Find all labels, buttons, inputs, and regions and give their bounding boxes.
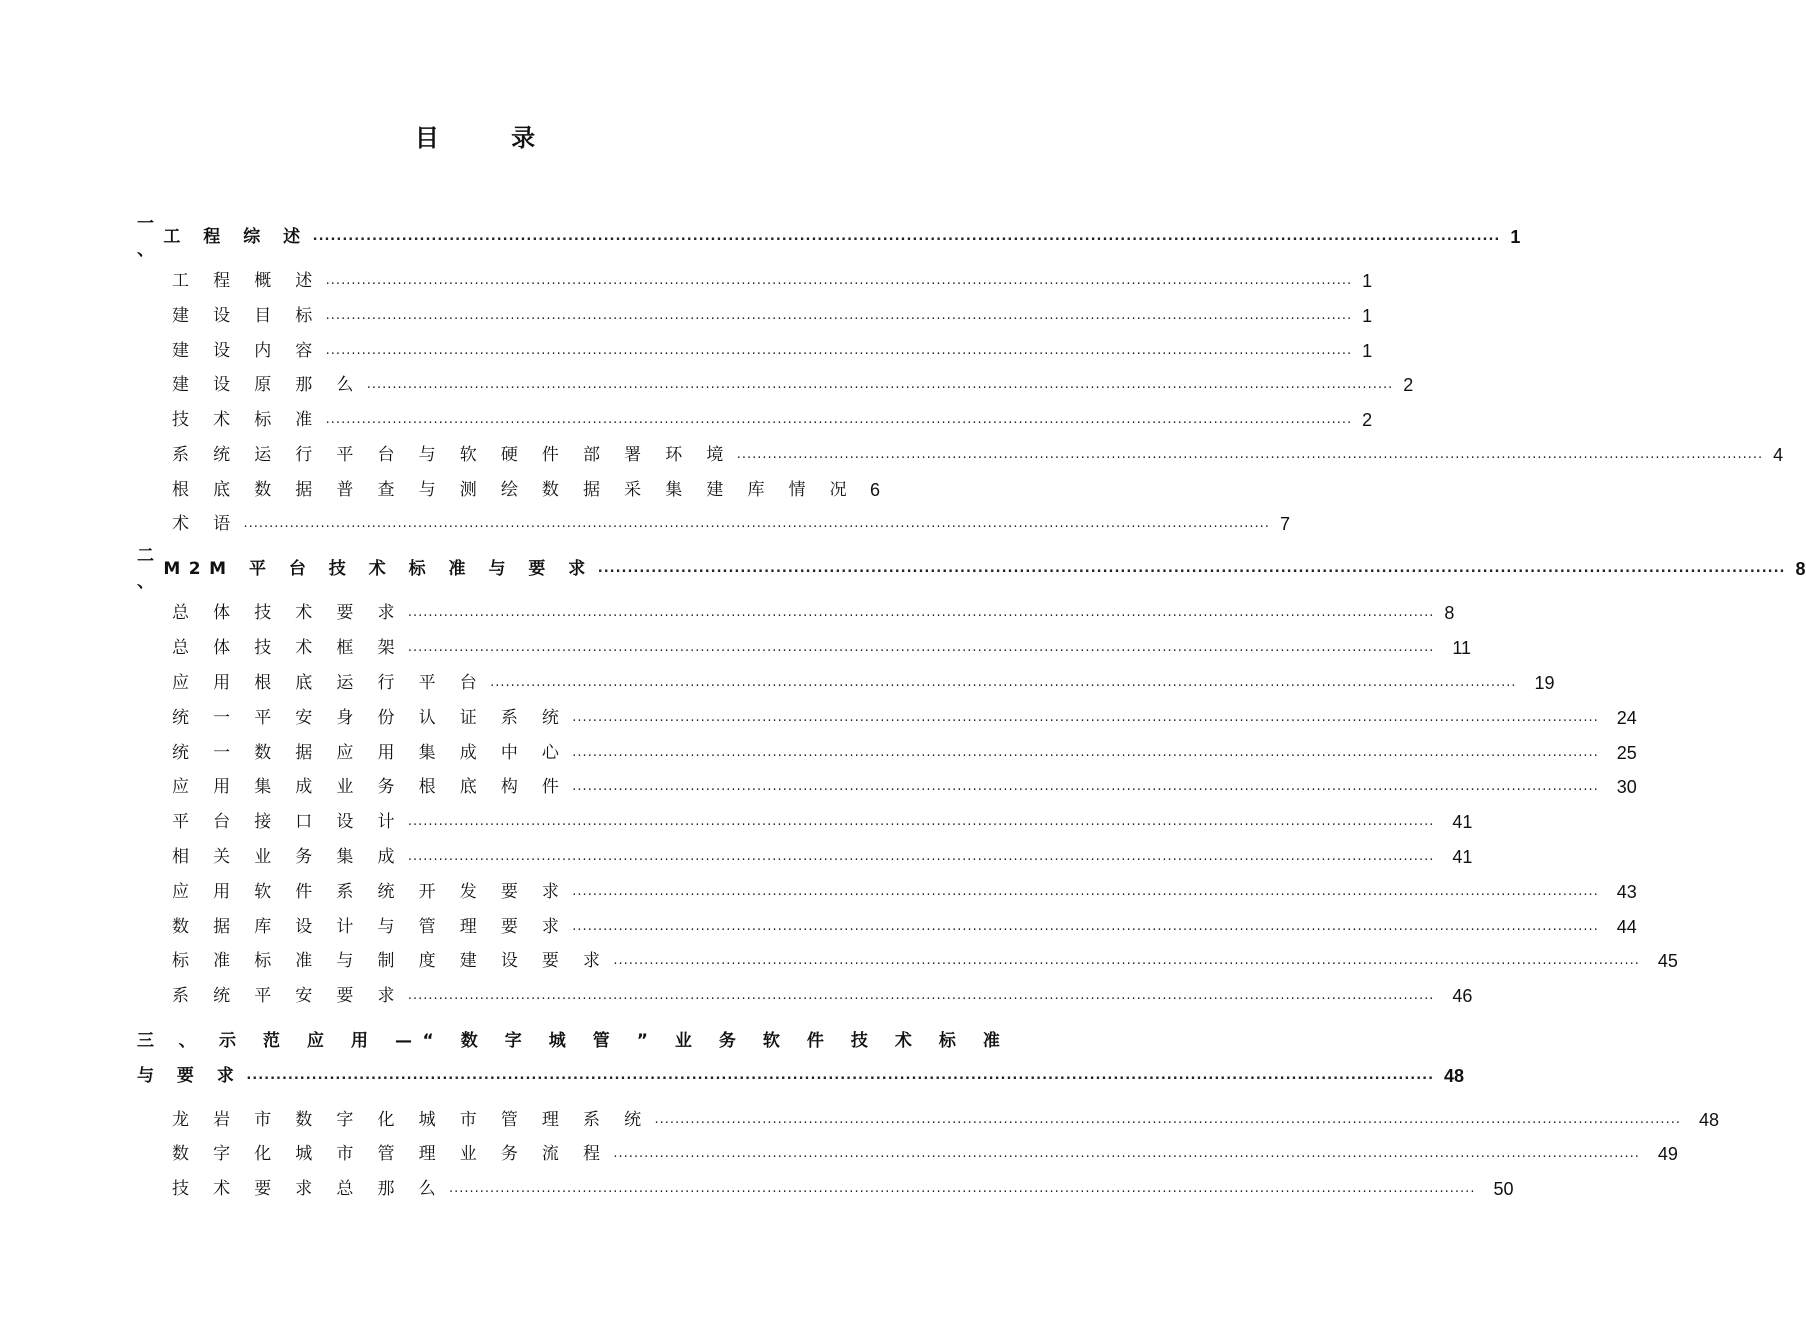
toc-chapter-row[interactable] — [137, 1063, 1465, 1089]
toc-item-title: 数 据 库 设 计 与 管 理 要 求 — [172, 917, 569, 937]
toc-leader-dots: ........................................................................................................................................................................................................ — [448, 1181, 1476, 1196]
toc-item-title: 数 字 化 城 市 管 理 业 务 流 程 — [172, 1144, 610, 1164]
toc-chapter-row[interactable] — [137, 546, 1806, 592]
toc-item-title: 工 程 概 述 — [172, 271, 322, 291]
toc-page-number: 48 — [1698, 1110, 1719, 1130]
toc-item-row[interactable] — [172, 600, 1455, 626]
toc-page-number: 2 — [1403, 375, 1414, 395]
toc-leader-dots: ........................................................................................................................................................................................................ — [736, 447, 1764, 462]
toc-page-number: 43 — [1616, 882, 1637, 902]
toc-item-row[interactable] — [172, 477, 881, 503]
toc-chapter-title-part1: 示 范 应 用 —“ 数 字 城 管 ” 业 务 软 件 技 术 标 准 — [219, 1031, 1011, 1051]
toc-leader-dots: ........................................................................................................................................................................................................ — [613, 1146, 1640, 1161]
toc-item-row[interactable] — [172, 774, 1637, 800]
toc-item-title: 统 一 平 安 身 份 认 证 系 统 — [172, 708, 569, 728]
toc-item-title: 应 用 软 件 系 统 开 发 要 求 — [172, 882, 569, 902]
toc-page-number: 44 — [1616, 917, 1637, 937]
toc-leader-dots: ........................................................................................................................................................................................................ — [312, 229, 1501, 244]
toc-page-number: 45 — [1657, 951, 1678, 971]
toc-leader-dots: ........................................................................................................................................................................................................ — [407, 640, 1435, 655]
toc-item-title: 标 准 标 准 与 制 度 建 设 要 求 — [172, 951, 610, 971]
toc-leader-dots: ........................................................................................................................................................................................................ — [572, 884, 1599, 899]
toc-item-row[interactable] — [172, 635, 1472, 661]
toc-title-char-2: 录 — [511, 124, 536, 152]
toc-page-number: 50 — [1493, 1179, 1514, 1199]
toc-chapter-number: 二 、 — [137, 546, 164, 592]
toc-chapter-heading-line1[interactable] — [137, 1028, 1010, 1054]
toc-leader-dots: ........................................................................................................................................................................................................ — [572, 710, 1599, 725]
toc-page-number: 30 — [1616, 777, 1637, 797]
toc-page-number: 11 — [1452, 638, 1472, 658]
toc-item-row[interactable] — [172, 705, 1637, 731]
toc-item-row[interactable] — [172, 914, 1637, 940]
toc-item-row[interactable] — [172, 1176, 1514, 1202]
toc-chapter-number: 一 、 — [137, 214, 164, 260]
toc-page-number: 46 — [1452, 986, 1473, 1006]
toc-item-title: 术 语 — [172, 514, 240, 534]
toc-item-row[interactable] — [172, 511, 1290, 537]
toc-page-number: 2 — [1362, 410, 1373, 430]
toc-page-number: 8 — [1795, 559, 1806, 579]
toc-leader-dots: ........................................................................................................................................................................................................ — [325, 273, 1353, 288]
toc-page-number: 19 — [1534, 673, 1555, 693]
toc-leader-dots: ........................................................................................................................................................................................................ — [654, 1112, 1681, 1127]
toc-item-title: 总 体 技 术 要 求 — [172, 603, 404, 623]
toc-item-row[interactable] — [172, 407, 1373, 433]
toc-title — [0, 118, 950, 153]
toc-page-number: 7 — [1279, 514, 1290, 534]
toc-item-row[interactable] — [172, 1107, 1719, 1133]
toc-item-title: 相 关 业 务 集 成 — [172, 847, 404, 867]
toc-chapter-title: M2M 平 台 技 术 标 准 与 要 求 — [163, 559, 594, 579]
toc-item-title: 总 体 技 术 框 架 — [172, 638, 404, 658]
toc-item-title: 统 一 数 据 应 用 集 成 中 心 — [172, 743, 569, 763]
toc-item-row[interactable] — [172, 740, 1637, 766]
toc-chapter-number: 三 、 — [137, 1031, 205, 1051]
toc-item-row[interactable] — [172, 1141, 1678, 1167]
toc-item-title: 平 台 接 口 设 计 — [172, 812, 404, 832]
toc-leader-dots: ........................................................................................................................................................................................................ — [366, 377, 1394, 392]
toc-item-title: 系 统 平 安 要 求 — [172, 986, 404, 1006]
toc-page-number: 49 — [1657, 1144, 1678, 1164]
toc-leader-dots: ........................................................................................................................................................................................................ — [407, 605, 1435, 620]
toc-item-row[interactable] — [172, 670, 1555, 696]
toc-item-title: 根 底 数 据 普 查 与 测 绘 数 据 采 集 建 库 情 况 — [172, 480, 857, 500]
toc-page-number: 1 — [1362, 306, 1373, 326]
toc-page-number: 1 — [1510, 227, 1521, 247]
toc-leader-dots: ........................................................................................................................................................................................................ — [407, 988, 1435, 1003]
toc-page-number: 6 — [870, 480, 881, 500]
toc-item-row[interactable] — [172, 983, 1473, 1009]
toc-leader-dots: ........................................................................................................................................................................................................ — [572, 919, 1599, 934]
toc-leader-dots: ........................................................................................................................................................................................................ — [572, 779, 1599, 794]
toc-chapter-title: 工 程 综 述 — [163, 227, 309, 247]
toc-page-number: 48 — [1444, 1066, 1465, 1086]
toc-page-number: 24 — [1616, 708, 1637, 728]
toc-item-title: 建 设 目 标 — [172, 306, 322, 326]
toc-page-number: 8 — [1444, 603, 1455, 623]
toc-leader-dots: ........................................................................................................................................................................................................ — [325, 412, 1353, 427]
toc-page-number: 1 — [1362, 271, 1373, 291]
toc-item-title: 建 设 内 容 — [172, 341, 322, 361]
toc-title-char-1: 目 — [414, 124, 439, 152]
toc-item-row[interactable] — [172, 948, 1678, 974]
toc-leader-dots: ........................................................................................................................................................................................................ — [572, 745, 1599, 760]
toc-item-title: 系 统 运 行 平 台 与 软 硬 件 部 署 环 境 — [172, 445, 733, 465]
toc-page-number: 1 — [1362, 341, 1373, 361]
toc-item-row[interactable] — [172, 268, 1373, 294]
toc-item-title: 应 用 集 成 业 务 根 底 构 件 — [172, 777, 569, 797]
toc-leader-dots: ........................................................................................................................................................................................................ — [613, 953, 1640, 968]
toc-page-number: 25 — [1616, 743, 1637, 763]
toc-page-number: 41 — [1452, 812, 1473, 832]
toc-page-number: 41 — [1452, 847, 1473, 867]
toc-chapter-title-part2: 与 要 求 — [137, 1066, 243, 1086]
toc-item-row[interactable] — [172, 372, 1414, 398]
toc-leader-dots: ........................................................................................................................................................................................................ — [407, 814, 1435, 829]
toc-item-row[interactable] — [172, 809, 1473, 835]
toc-leader-dots: ........................................................................................................................................................................................................ — [407, 849, 1435, 864]
toc-leader-dots: ........................................................................................................................................................................................................ — [325, 308, 1353, 323]
toc-item-row[interactable] — [172, 844, 1473, 870]
toc-chapter-row[interactable] — [137, 214, 1521, 260]
toc-leader-dots: ........................................................................................................................................................................................................ — [243, 516, 1270, 531]
toc-item-title: 技 术 标 准 — [172, 410, 322, 430]
toc-item-title: 龙 岩 市 数 字 化 城 市 管 理 系 统 — [172, 1110, 651, 1130]
toc-page-number: 4 — [1773, 445, 1784, 465]
toc-leader-dots: ........................................................................................................................................................................................................ — [490, 675, 1517, 690]
toc-item-title: 应 用 根 底 运 行 平 台 — [172, 673, 487, 693]
toc-item-row[interactable] — [172, 442, 1784, 468]
toc-item-title: 建 设 原 那 么 — [172, 375, 363, 395]
toc-leader-dots: ........................................................................................................................................................................................................ — [597, 561, 1786, 576]
toc-leader-dots: ........................................................................................................................................................................................................ — [246, 1068, 1435, 1083]
toc-item-title: 技 术 要 求 总 那 么 — [172, 1179, 445, 1199]
toc-item-row[interactable] — [172, 879, 1637, 905]
toc-item-row[interactable] — [172, 338, 1373, 364]
toc-item-row[interactable] — [172, 303, 1373, 329]
toc-leader-dots: ........................................................................................................................................................................................................ — [325, 343, 1353, 358]
